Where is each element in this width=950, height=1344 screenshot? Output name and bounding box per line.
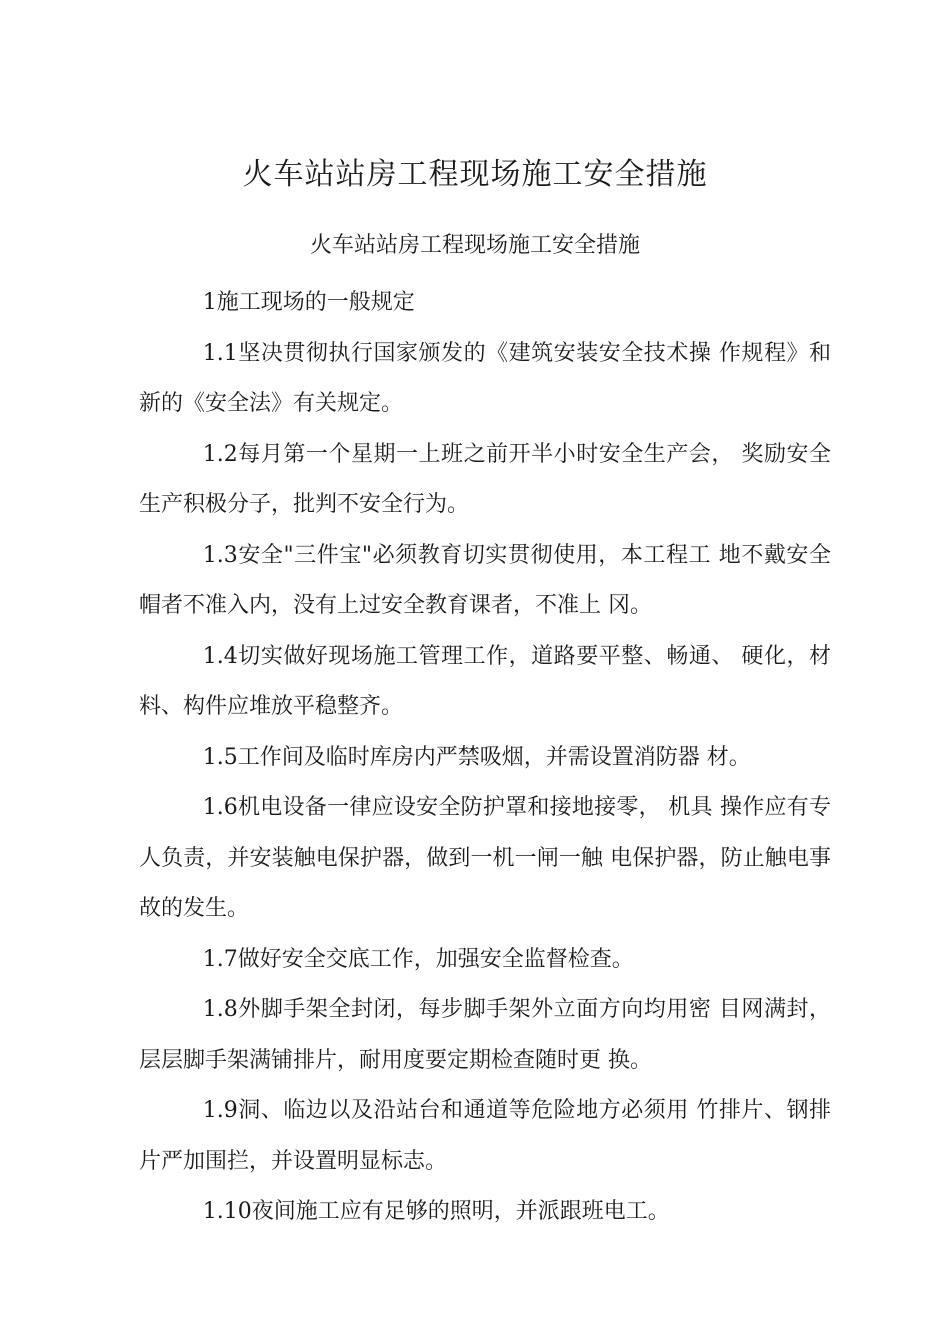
- paragraph: 1.2每月第一个星期一上班之前开半小时安全生产会， 奖励安全生产积极分子，批判不安全行为。: [139, 441, 831, 517]
- document-body: [139, 278, 831, 1238]
- paragraph: 1.3安全"三件宝"必须教育切实贯彻使用，本工程工 地不戴安全帽者不准入内，没有上过安全教育课者，不准上 冈。: [139, 542, 831, 618]
- paragraph: 1.1坚决贯彻执行国家颁发的《建筑安装安全技术操 作规程》和新的《安全法》有关规定。: [139, 340, 831, 416]
- paragraph: 1.8外脚手架全封闭，每步脚手架外立面方向均用密 目网满封，层层脚手架满铺排片，耐用度要定期检查随时更 换。: [139, 997, 831, 1073]
- paragraph: 1.7做好安全交底工作，加强安全监督检查。: [202, 946, 634, 972]
- paragraph: 1.10夜间施工应有足够的照明，并派跟班电工。: [202, 1199, 670, 1224]
- paragraph: 1.9洞、临边以及沿站台和通道等危险地方必须用 竹排片、钢排片严加围拦，并设置明显标志。: [139, 1098, 831, 1174]
- document-title: 火车站站房工程现场施工安全措施: [242, 157, 708, 192]
- paragraph: 1.4切实做好现场施工管理工作，道路要平整、畅通、 硬化，材料、构件应堆放平稳整齐。: [139, 643, 831, 719]
- paragraph: 1.5工作间及临时库房内严禁吸烟，并需设置消防器 材。: [202, 744, 751, 770]
- section-heading: 1施工现场的一般规定: [202, 290, 415, 315]
- document-subtitle: 火车站站房工程现场施工安全措施: [309, 233, 640, 258]
- paragraph: 1.6机电设备一律应设安全防护罩和接地接零， 机具 操作应有专人负责，并安装触电保护器，做到一机一闸一触 电保护器，防止触电事故的发生。: [139, 795, 831, 921]
